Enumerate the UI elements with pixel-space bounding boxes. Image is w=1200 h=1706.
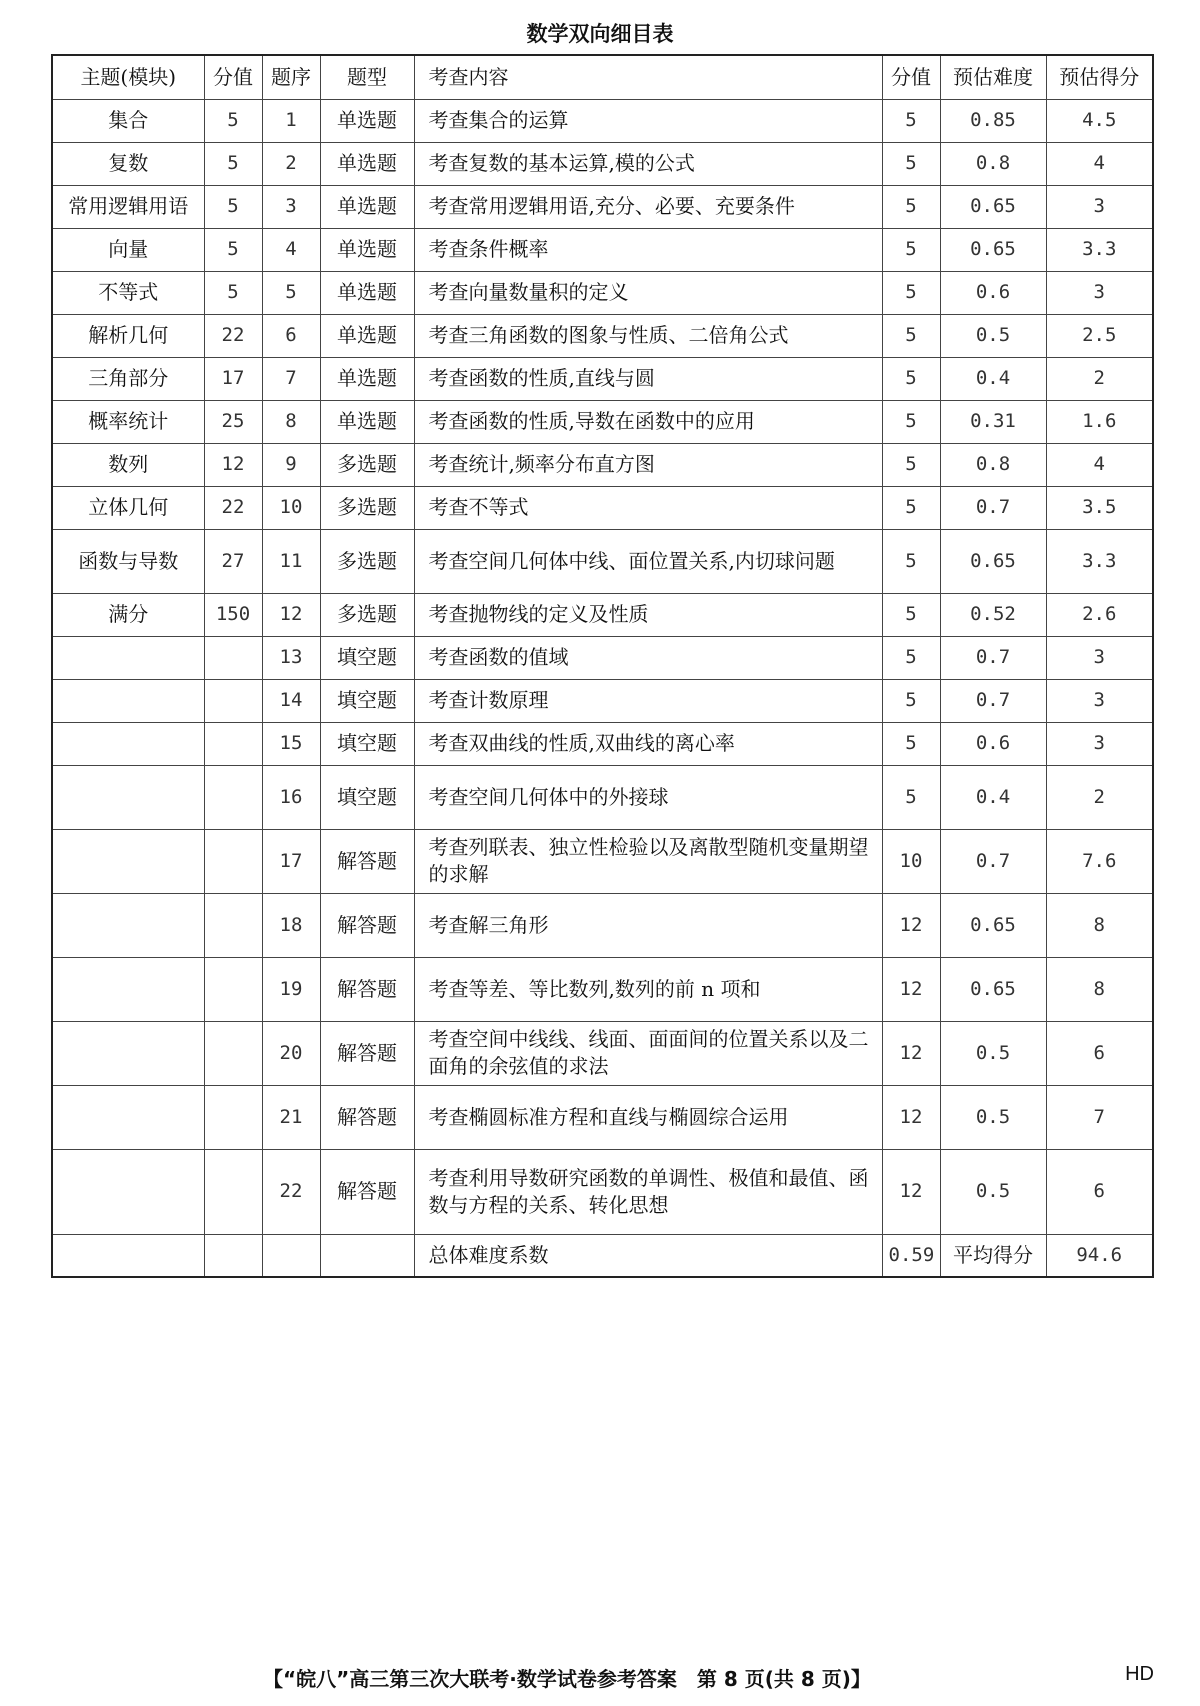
row-estimate: 3.3 xyxy=(1046,529,1153,593)
row-score: 12 xyxy=(882,957,940,1021)
row-estimate: 6 xyxy=(1046,1149,1153,1234)
row-difficulty: 0.52 xyxy=(940,593,1046,636)
row-score: 5 xyxy=(882,228,940,271)
table-row xyxy=(52,957,1153,1021)
row-topic: 数列 xyxy=(52,443,204,486)
table-row xyxy=(52,314,1153,357)
row-question-type: 单选题 xyxy=(320,271,414,314)
summary-empty-topic xyxy=(52,1234,204,1277)
header-difficulty: 预估难度 xyxy=(940,55,1046,99)
row-score: 5 xyxy=(882,271,940,314)
header-question-type: 题型 xyxy=(320,55,414,99)
row-question-no: 1 xyxy=(262,99,320,142)
row-topic-score xyxy=(204,679,262,722)
row-topic: 概率统计 xyxy=(52,400,204,443)
row-topic-score xyxy=(204,1085,262,1149)
row-topic xyxy=(52,1085,204,1149)
table-row xyxy=(52,679,1153,722)
row-content: 考查集合的运算 xyxy=(414,99,882,142)
row-score: 5 xyxy=(882,142,940,185)
header-content: 考查内容 xyxy=(414,55,882,99)
row-estimate: 7.6 xyxy=(1046,829,1153,893)
table-row xyxy=(52,185,1153,228)
table-row xyxy=(52,1021,1153,1085)
row-topic: 立体几何 xyxy=(52,486,204,529)
row-topic-score xyxy=(204,893,262,957)
header-score: 分值 xyxy=(882,55,940,99)
row-score: 5 xyxy=(882,486,940,529)
table-row xyxy=(52,1149,1153,1234)
row-topic xyxy=(52,957,204,1021)
row-difficulty: 0.7 xyxy=(940,829,1046,893)
row-topic-score xyxy=(204,829,262,893)
row-question-no: 7 xyxy=(262,357,320,400)
row-content: 考查解三角形 xyxy=(414,893,882,957)
row-content: 考查计数原理 xyxy=(414,679,882,722)
row-topic-score: 27 xyxy=(204,529,262,593)
row-content: 考查条件概率 xyxy=(414,228,882,271)
row-topic-score xyxy=(204,957,262,1021)
row-content: 考查空间中线线、线面、面面间的位置关系以及二面角的余弦值的求法 xyxy=(414,1021,882,1085)
row-estimate: 8 xyxy=(1046,957,1153,1021)
table-row xyxy=(52,636,1153,679)
table-row xyxy=(52,765,1153,829)
row-topic: 向量 xyxy=(52,228,204,271)
row-topic xyxy=(52,1149,204,1234)
row-content: 考查向量数量积的定义 xyxy=(414,271,882,314)
row-content: 考查函数的值域 xyxy=(414,636,882,679)
row-content: 考查统计,频率分布直方图 xyxy=(414,443,882,486)
header-topic: 主题(模块) xyxy=(52,55,204,99)
row-content: 考查列联表、独立性检验以及离散型随机变量期望的求解 xyxy=(414,829,882,893)
row-question-no: 22 xyxy=(262,1149,320,1234)
row-difficulty: 0.4 xyxy=(940,357,1046,400)
row-question-type: 单选题 xyxy=(320,400,414,443)
row-estimate: 6 xyxy=(1046,1021,1153,1085)
row-question-no: 14 xyxy=(262,679,320,722)
row-difficulty: 0.31 xyxy=(940,400,1046,443)
row-difficulty: 0.8 xyxy=(940,142,1046,185)
row-difficulty: 0.4 xyxy=(940,765,1046,829)
row-score: 12 xyxy=(882,1021,940,1085)
row-question-type: 解答题 xyxy=(320,893,414,957)
table-row xyxy=(52,228,1153,271)
row-question-type: 单选题 xyxy=(320,228,414,271)
row-topic-score: 12 xyxy=(204,443,262,486)
row-question-no: 4 xyxy=(262,228,320,271)
table-row xyxy=(52,829,1153,893)
row-topic: 解析几何 xyxy=(52,314,204,357)
row-estimate: 2.6 xyxy=(1046,593,1153,636)
row-estimate: 1.6 xyxy=(1046,400,1153,443)
row-question-no: 9 xyxy=(262,443,320,486)
row-difficulty: 0.65 xyxy=(940,893,1046,957)
row-question-type: 单选题 xyxy=(320,357,414,400)
row-score: 5 xyxy=(882,636,940,679)
header-question-no: 题序 xyxy=(262,55,320,99)
row-question-type: 解答题 xyxy=(320,957,414,1021)
summary-label: 总体难度系数 xyxy=(414,1234,882,1277)
table-row xyxy=(52,443,1153,486)
row-difficulty: 0.5 xyxy=(940,314,1046,357)
row-score: 5 xyxy=(882,357,940,400)
summary-row xyxy=(52,1234,1153,1277)
row-topic xyxy=(52,829,204,893)
row-difficulty: 0.65 xyxy=(940,185,1046,228)
row-question-no: 11 xyxy=(262,529,320,593)
row-score: 5 xyxy=(882,99,940,142)
row-score: 5 xyxy=(882,443,940,486)
row-topic-score: 150 xyxy=(204,593,262,636)
row-question-no: 19 xyxy=(262,957,320,1021)
row-topic-score xyxy=(204,636,262,679)
row-estimate: 3 xyxy=(1046,636,1153,679)
row-difficulty: 0.6 xyxy=(940,722,1046,765)
row-question-no: 16 xyxy=(262,765,320,829)
table-row xyxy=(52,593,1153,636)
row-question-type: 多选题 xyxy=(320,486,414,529)
row-question-no: 17 xyxy=(262,829,320,893)
row-topic-score: 17 xyxy=(204,357,262,400)
row-question-type: 多选题 xyxy=(320,443,414,486)
row-estimate: 4.5 xyxy=(1046,99,1153,142)
row-question-type: 解答题 xyxy=(320,1085,414,1149)
row-estimate: 3 xyxy=(1046,271,1153,314)
detail-table xyxy=(51,54,1154,1278)
row-question-no: 21 xyxy=(262,1085,320,1149)
row-estimate: 2.5 xyxy=(1046,314,1153,357)
row-content: 考查三角函数的图象与性质、二倍角公式 xyxy=(414,314,882,357)
footer-code: HD xyxy=(1125,1663,1154,1685)
row-question-no: 10 xyxy=(262,486,320,529)
summary-avg-value: 94.6 xyxy=(1046,1234,1153,1277)
row-topic xyxy=(52,765,204,829)
page-title: 数学双向细目表 xyxy=(526,22,674,46)
row-topic-score xyxy=(204,765,262,829)
row-question-no: 20 xyxy=(262,1021,320,1085)
row-difficulty: 0.65 xyxy=(940,228,1046,271)
row-score: 5 xyxy=(882,593,940,636)
row-topic-score: 22 xyxy=(204,486,262,529)
row-question-no: 8 xyxy=(262,400,320,443)
row-content: 考查抛物线的定义及性质 xyxy=(414,593,882,636)
row-difficulty: 0.7 xyxy=(940,486,1046,529)
row-difficulty: 0.6 xyxy=(940,271,1046,314)
table-row xyxy=(52,400,1153,443)
row-difficulty: 0.5 xyxy=(940,1085,1046,1149)
row-question-type: 填空题 xyxy=(320,765,414,829)
row-estimate: 4 xyxy=(1046,142,1153,185)
table-row xyxy=(52,1085,1153,1149)
row-content: 考查复数的基本运算,模的公式 xyxy=(414,142,882,185)
row-estimate: 2 xyxy=(1046,357,1153,400)
row-difficulty: 0.7 xyxy=(940,636,1046,679)
row-score: 5 xyxy=(882,400,940,443)
summary-coefficient: 0.59 xyxy=(882,1234,940,1277)
row-estimate: 3.3 xyxy=(1046,228,1153,271)
row-difficulty: 0.65 xyxy=(940,957,1046,1021)
row-content: 考查椭圆标准方程和直线与椭圆综合运用 xyxy=(414,1085,882,1149)
row-score: 5 xyxy=(882,722,940,765)
row-question-type: 单选题 xyxy=(320,99,414,142)
table-row xyxy=(52,529,1153,593)
row-score: 10 xyxy=(882,829,940,893)
header-estimate: 预估得分 xyxy=(1046,55,1153,99)
row-topic-score xyxy=(204,1021,262,1085)
row-question-type: 单选题 xyxy=(320,142,414,185)
row-difficulty: 0.8 xyxy=(940,443,1046,486)
table-row xyxy=(52,486,1153,529)
row-question-no: 5 xyxy=(262,271,320,314)
table-row xyxy=(52,99,1153,142)
row-estimate: 4 xyxy=(1046,443,1153,486)
row-question-no: 12 xyxy=(262,593,320,636)
row-topic: 不等式 xyxy=(52,271,204,314)
table-row xyxy=(52,142,1153,185)
row-score: 12 xyxy=(882,1085,940,1149)
footer-text: 【“皖八”高三第三次大联考·数学试卷参考答案 第 8 页(共 8 页)】 xyxy=(263,1667,871,1691)
row-topic xyxy=(52,893,204,957)
row-question-no: 15 xyxy=(262,722,320,765)
row-topic-score: 25 xyxy=(204,400,262,443)
row-topic-score: 5 xyxy=(204,142,262,185)
row-estimate: 7 xyxy=(1046,1085,1153,1149)
table-row xyxy=(52,893,1153,957)
row-difficulty: 0.5 xyxy=(940,1021,1046,1085)
row-question-type: 多选题 xyxy=(320,593,414,636)
table-row xyxy=(52,271,1153,314)
row-score: 5 xyxy=(882,529,940,593)
row-topic xyxy=(52,679,204,722)
row-topic-score xyxy=(204,1149,262,1234)
row-content: 考查空间几何体中的外接球 xyxy=(414,765,882,829)
row-difficulty: 0.5 xyxy=(940,1149,1046,1234)
row-topic xyxy=(52,636,204,679)
row-question-no: 2 xyxy=(262,142,320,185)
row-content: 考查双曲线的性质,双曲线的离心率 xyxy=(414,722,882,765)
row-topic-score xyxy=(204,722,262,765)
row-question-no: 3 xyxy=(262,185,320,228)
row-score: 5 xyxy=(882,765,940,829)
row-content: 考查不等式 xyxy=(414,486,882,529)
row-question-type: 单选题 xyxy=(320,314,414,357)
summary-avg-label: 平均得分 xyxy=(940,1234,1046,1277)
row-question-type: 解答题 xyxy=(320,1021,414,1085)
row-content: 考查函数的性质,导数在函数中的应用 xyxy=(414,400,882,443)
row-estimate: 3.5 xyxy=(1046,486,1153,529)
row-topic: 满分 xyxy=(52,593,204,636)
row-topic: 函数与导数 xyxy=(52,529,204,593)
row-score: 12 xyxy=(882,1149,940,1234)
row-difficulty: 0.85 xyxy=(940,99,1046,142)
row-score: 5 xyxy=(882,185,940,228)
row-estimate: 3 xyxy=(1046,679,1153,722)
row-topic-score: 22 xyxy=(204,314,262,357)
header-topic-score: 分值 xyxy=(204,55,262,99)
row-difficulty: 0.7 xyxy=(940,679,1046,722)
row-content: 考查空间几何体中线、面位置关系,内切球问题 xyxy=(414,529,882,593)
row-topic xyxy=(52,722,204,765)
row-score: 5 xyxy=(882,679,940,722)
summary-empty-no xyxy=(262,1234,320,1277)
row-topic-score: 5 xyxy=(204,271,262,314)
row-question-no: 18 xyxy=(262,893,320,957)
row-topic-score: 5 xyxy=(204,99,262,142)
row-content: 考查利用导数研究函数的单调性、极值和最值、函数与方程的关系、转化思想 xyxy=(414,1149,882,1234)
row-content: 考查等差、等比数列,数列的前 n 项和 xyxy=(414,957,882,1021)
row-estimate: 3 xyxy=(1046,185,1153,228)
row-topic: 复数 xyxy=(52,142,204,185)
row-topic-score: 5 xyxy=(204,185,262,228)
row-estimate: 3 xyxy=(1046,722,1153,765)
summary-empty-score xyxy=(204,1234,262,1277)
row-question-type: 填空题 xyxy=(320,722,414,765)
header-row xyxy=(52,55,1153,99)
table-row xyxy=(52,722,1153,765)
row-topic xyxy=(52,1021,204,1085)
table-row xyxy=(52,357,1153,400)
row-score: 5 xyxy=(882,314,940,357)
row-estimate: 2 xyxy=(1046,765,1153,829)
row-question-type: 填空题 xyxy=(320,636,414,679)
row-question-no: 6 xyxy=(262,314,320,357)
row-score: 12 xyxy=(882,893,940,957)
row-estimate: 8 xyxy=(1046,893,1153,957)
row-topic: 三角部分 xyxy=(52,357,204,400)
row-question-type: 解答题 xyxy=(320,1149,414,1234)
row-difficulty: 0.65 xyxy=(940,529,1046,593)
row-content: 考查函数的性质,直线与圆 xyxy=(414,357,882,400)
row-content: 考查常用逻辑用语,充分、必要、充要条件 xyxy=(414,185,882,228)
row-topic: 集合 xyxy=(52,99,204,142)
row-question-type: 解答题 xyxy=(320,829,414,893)
row-question-no: 13 xyxy=(262,636,320,679)
row-question-type: 单选题 xyxy=(320,185,414,228)
row-question-type: 填空题 xyxy=(320,679,414,722)
row-question-type: 多选题 xyxy=(320,529,414,593)
row-topic-score: 5 xyxy=(204,228,262,271)
summary-empty-type xyxy=(320,1234,414,1277)
row-topic: 常用逻辑用语 xyxy=(52,185,204,228)
